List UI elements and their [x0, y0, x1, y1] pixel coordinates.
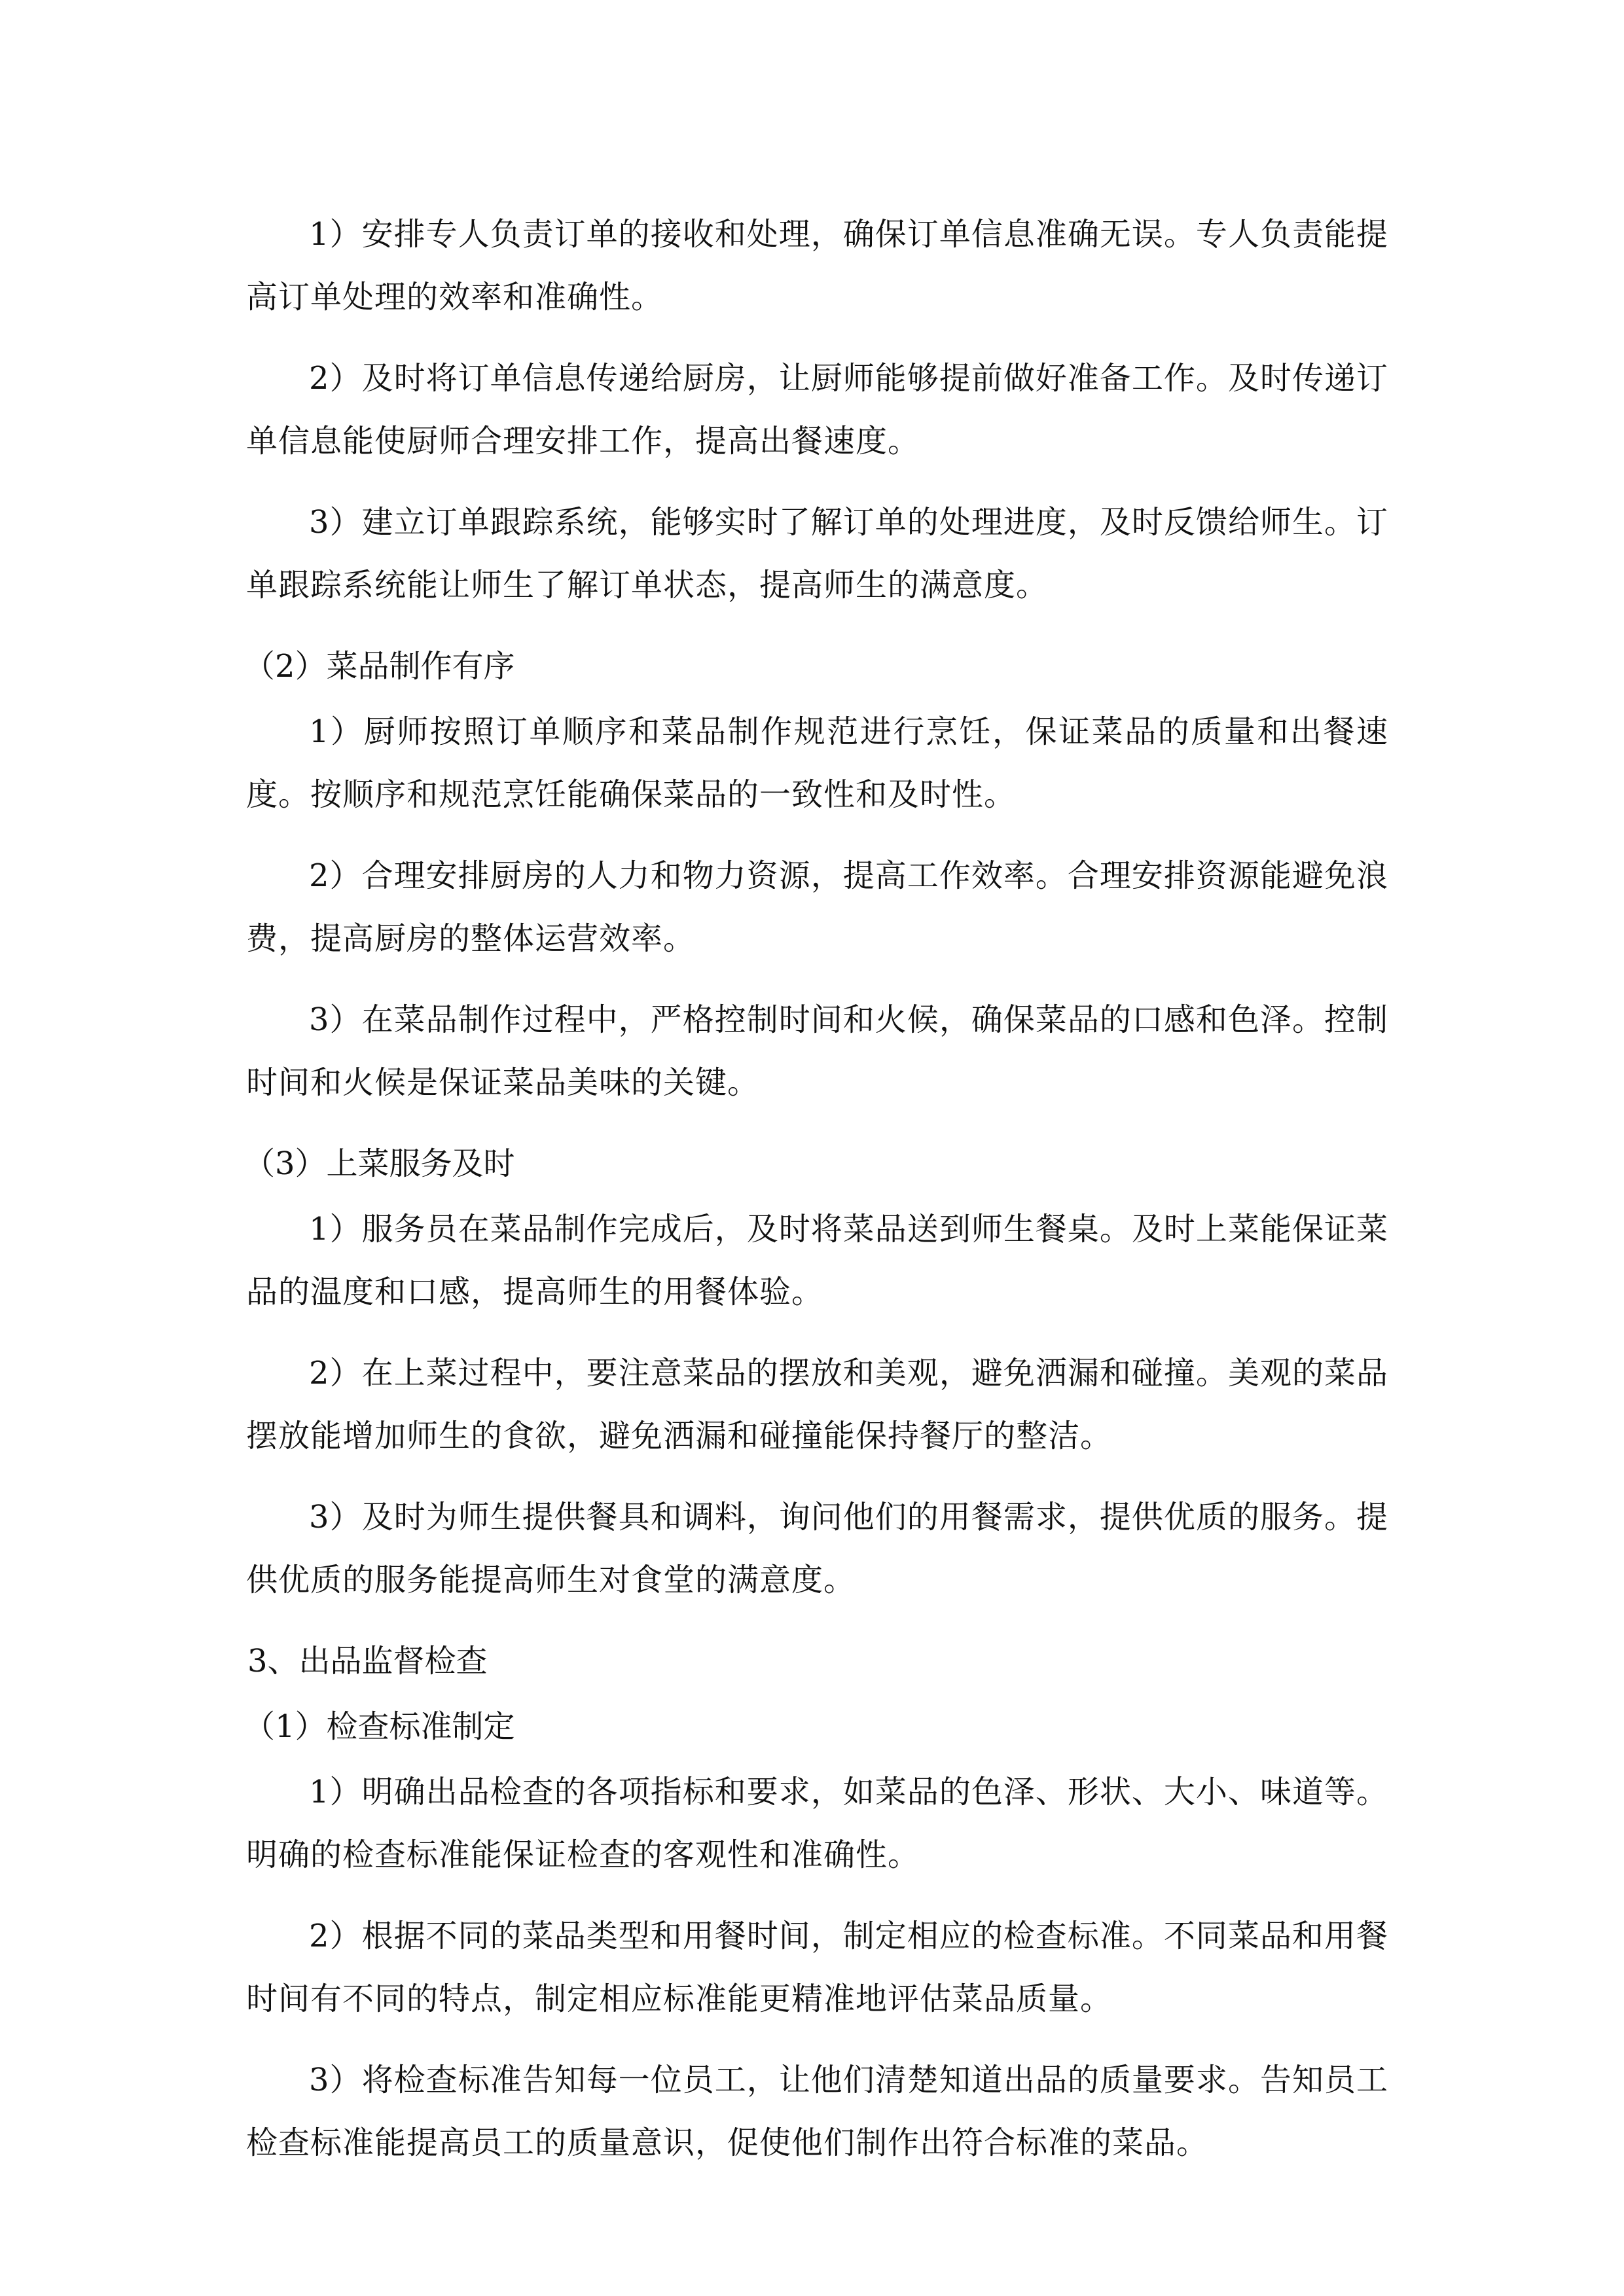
subsection-heading: （3）上菜服务及时 [244, 1145, 515, 1182]
list-item: 3）在菜品制作过程中，严格控制时间和火候，确保菜品的口感和色泽。控制时间和火候是保证菜品美味的关键。 [246, 1001, 1388, 1101]
list-item: 1）服务员在菜品制作完成后，及时将菜品送到师生餐桌。及时上菜能保证菜品的温度和口感，提高师生的用餐体验。 [246, 1211, 1388, 1310]
list-item: 3）建立订单跟踪系统，能够实时了解订单的处理进度，及时反馈给师生。订单跟踪系统能让师生了解订单状态，提高师生的满意度。 [246, 504, 1388, 603]
document-body [246, 203, 1388, 2193]
list-item: 1）明确出品检查的各项指标和要求，如菜品的色泽、形状、大小、味道等。明确的检查标准能保证检查的客观性和准确性。 [246, 1774, 1388, 1873]
list-item: 1）厨师按照订单顺序和菜品制作规范进行烹饪，保证菜品的质量和出餐速度。按顺序和规范烹饪能确保菜品的一致性和及时性。 [246, 713, 1388, 813]
list-item: 2）合理安排厨房的人力和物力资源，提高工作效率。合理安排资源能避免浪费，提高厨房的整体运营效率。 [246, 857, 1388, 957]
list-item: 1）安排专人负责订单的接收和处理，确保订单信息准确无误。专人负责能提高订单处理的效率和准确性。 [246, 216, 1388, 315]
list-item: 2）根据不同的菜品类型和用餐时间，制定相应的检查标准。不同菜品和用餐时间有不同的特点，制定相应标准能更精准地评估菜品质量。 [246, 1918, 1388, 2017]
list-item: 2）在上菜过程中，要注意菜品的摆放和美观，避免洒漏和碰撞。美观的菜品摆放能增加师生的食欲，避免洒漏和碰撞能保持餐厅的整洁。 [246, 1355, 1388, 1454]
list-item: 2）及时将订单信息传递给厨房，让厨师能够提前做好准备工作。及时传递订单信息能使厨师合理安排工作，提高出餐速度。 [246, 360, 1388, 459]
list-item: 3）将检查标准告知每一位员工，让他们清楚知道出品的质量要求。告知员工检查标准能提高员工的质量意识，促使他们制作出符合标准的菜品。 [246, 2062, 1388, 2161]
list-item: 3）及时为师生提供餐具和调料，询问他们的用餐需求，提供优质的服务。提供优质的服务能提高师生对食堂的满意度。 [246, 1499, 1388, 1598]
section-heading: 3、出品监督检查 [247, 1643, 488, 1679]
subsection-heading: （2）菜品制作有序 [244, 648, 515, 685]
subsection-heading: （1）检查标准制定 [244, 1708, 515, 1745]
